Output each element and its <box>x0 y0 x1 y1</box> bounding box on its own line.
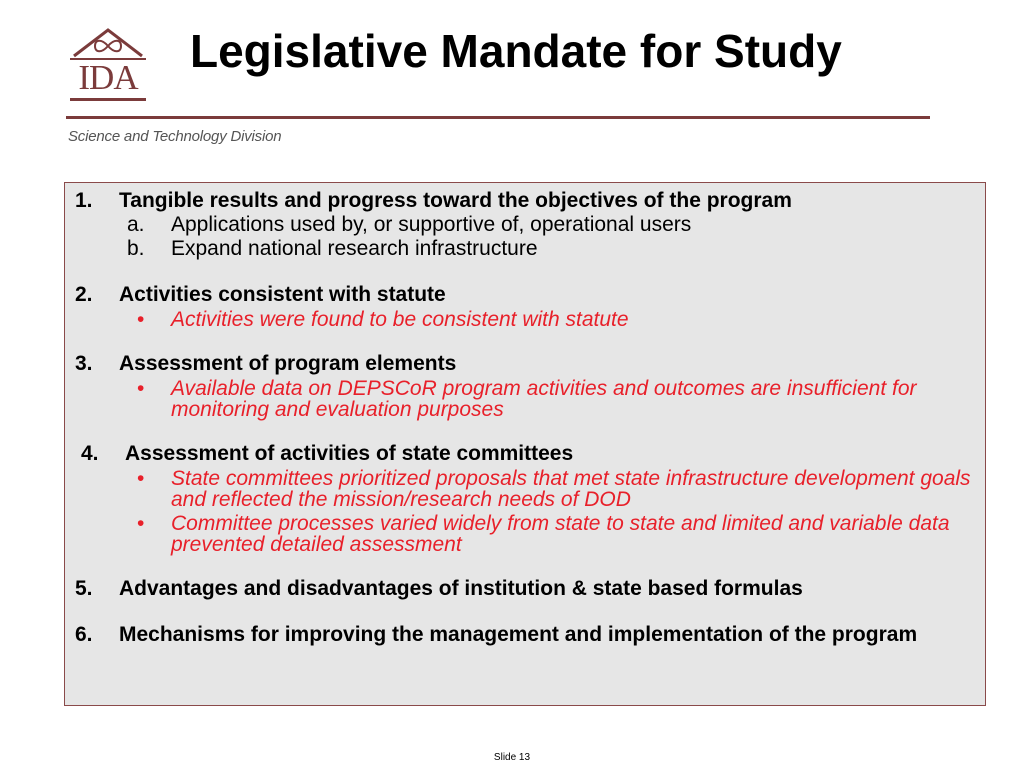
sub-text: Expand national research infrastructure <box>171 237 538 260</box>
bullet-icon: • <box>137 377 145 400</box>
logo-underline <box>70 98 146 101</box>
item-number: 1. <box>75 189 93 212</box>
mandate-item <box>75 577 977 601</box>
mandate-item <box>75 352 977 420</box>
sub-item <box>75 237 977 261</box>
item-number: 5. <box>75 577 93 600</box>
heading-text: Activities consistent with statute <box>119 283 446 306</box>
sub-item <box>75 213 977 237</box>
mandate-item <box>75 623 977 647</box>
bullet-icon: • <box>137 512 145 535</box>
title-rule <box>66 116 930 119</box>
mandate-heading <box>75 577 977 601</box>
mandate-heading <box>75 623 977 647</box>
mandate-heading <box>75 442 977 466</box>
slide-number: Slide 13 <box>493 752 531 763</box>
finding-text: Available data on DEPSCoR program activities and outcomes are insufficient for monitoring and evaluation purposes <box>171 377 917 421</box>
mandate-heading <box>75 189 977 213</box>
finding-bullet <box>75 468 977 510</box>
finding-text: Committee processes varied widely from state to state and limited and variable data prevented detailed assessment <box>171 512 950 556</box>
ida-logo <box>66 26 150 102</box>
slide-title: Legislative Mandate for Study <box>190 25 842 77</box>
mandate-heading <box>75 283 977 307</box>
heading-text: Assessment of program elements <box>119 352 457 375</box>
heading-text: Mechanisms for improving the management and implementation of the program <box>119 623 918 646</box>
heading-text: Tangible results and progress toward the objectives of the program <box>119 189 792 212</box>
mandate-item <box>75 189 977 261</box>
heading-text: Assessment of activities of state committees <box>125 442 574 465</box>
mandate-list <box>75 189 977 647</box>
sub-text: Applications used by, or supportive of, operational users <box>171 213 692 236</box>
item-number: 3. <box>75 352 93 375</box>
logo-text: IDA <box>78 58 138 97</box>
division-label: Science and Technology Division <box>68 128 282 145</box>
infinity-roof-icon <box>66 26 150 62</box>
sub-marker: b. <box>127 237 145 260</box>
item-number: 2. <box>75 283 93 306</box>
finding-text: Activities were found to be consistent with statute <box>171 308 629 331</box>
item-number: 6. <box>75 623 93 646</box>
bullet-icon: • <box>137 467 145 490</box>
mandate-heading <box>75 352 977 376</box>
mandate-item <box>75 283 977 330</box>
content-panel <box>64 182 986 706</box>
mandate-item <box>75 442 977 555</box>
finding-bullet <box>75 309 977 330</box>
finding-bullet <box>75 378 977 420</box>
heading-text: Advantages and disadvantages of institution & state based formulas <box>119 577 803 600</box>
sub-marker: a. <box>127 213 145 236</box>
finding-text: State committees prioritized proposals that met state infrastructure development goals and reflected the mission/research needs of DOD <box>171 467 971 511</box>
finding-bullet <box>75 513 977 555</box>
item-number: 4. <box>81 442 99 465</box>
bullet-icon: • <box>137 308 145 331</box>
